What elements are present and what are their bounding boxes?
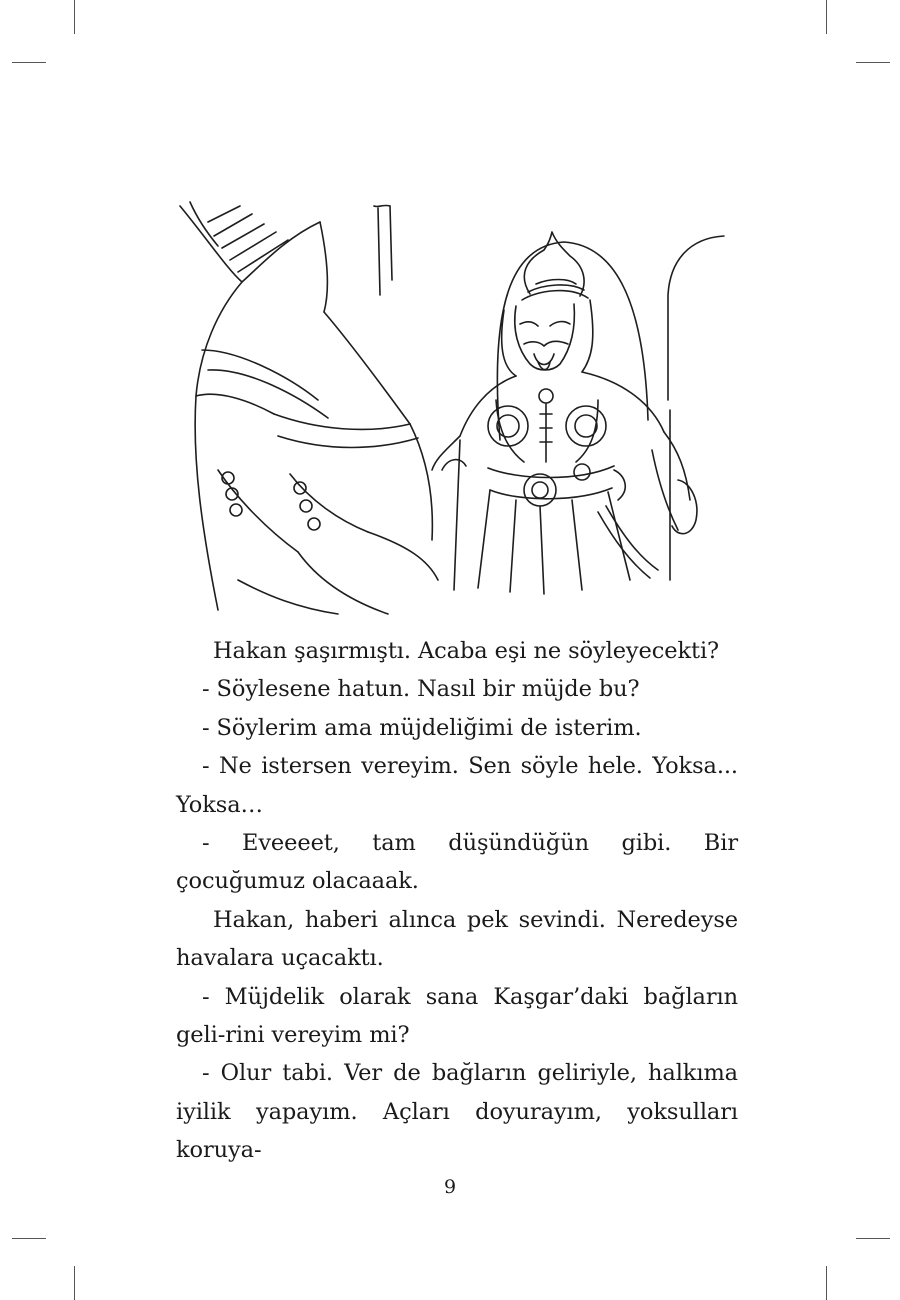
dialogue-line: - Eveeeet, tam düşündüğün gibi. Bir çocuğumuz olacaaak. — [176, 830, 738, 895]
crop-mark-top-right — [826, 0, 827, 34]
crop-mark-left-bottom — [12, 1238, 46, 1239]
crop-mark-bottom-left — [74, 1266, 75, 1300]
crop-mark-right-top — [856, 62, 890, 63]
dialogue-line: - Ne istersen vereyim. Sen söyle hele. Yoksa... Yoksa… — [176, 753, 738, 818]
khan-and-hatun-illustration — [178, 200, 730, 618]
dialogue-line: - Olur tabi. Ver de bağların geliriyle, halkıma iyilik yapayım. Açları doyurayım, yoksulları koruya- — [176, 1060, 738, 1164]
dialogue-line: - Söylesene hatun. Nasıl bir müjde bu? — [202, 676, 640, 703]
body-text — [176, 632, 738, 1170]
crop-mark-left-top — [12, 62, 46, 63]
dialogue-line: - Müjdelik olarak sana Kaşgar’daki bağların geli-rini vereyim mi? — [176, 983, 738, 1049]
page-number: 9 — [443, 1176, 457, 1198]
paragraph: Hakan şaşırmıştı. Acaba eşi ne söyleyecekti? — [213, 638, 720, 664]
crop-mark-top-left — [74, 0, 75, 34]
crop-mark-bottom-right — [826, 1266, 827, 1300]
dialogue-line: - Söylerim ama müjdeliğimi de isterim. — [202, 714, 642, 741]
paragraph: Hakan, haberi alınca pek sevindi. Neredeyse havalara uçacaktı. — [176, 906, 738, 972]
crop-mark-right-bottom — [856, 1238, 890, 1239]
